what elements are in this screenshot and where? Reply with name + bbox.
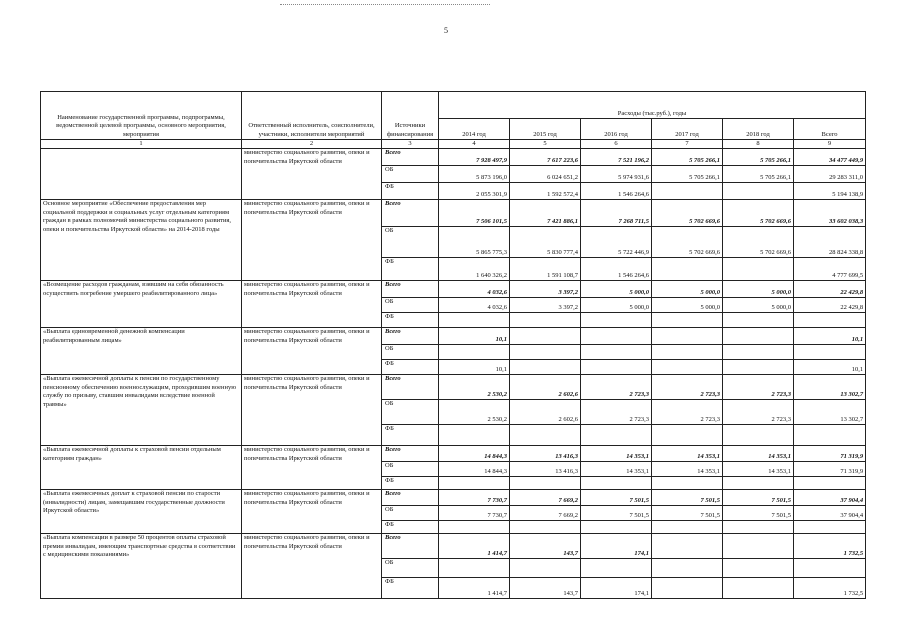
year-value: 13 416,3	[510, 446, 581, 462]
year-value	[723, 578, 794, 599]
year-value: 1 591 108,7	[510, 258, 581, 281]
total-value: 10,1	[794, 328, 866, 345]
year-value: 2 723,3	[652, 375, 723, 400]
year-value	[652, 425, 723, 446]
year-value: 4 032,6	[439, 281, 510, 298]
header-year: 2017 год	[652, 119, 723, 140]
year-value	[652, 534, 723, 559]
year-value: 1 640 326,2	[439, 258, 510, 281]
year-value: 7 506 101,5	[439, 200, 510, 227]
table-row	[41, 200, 866, 227]
year-value: 2 530,2	[439, 375, 510, 400]
total-value: 37 904,4	[794, 506, 866, 521]
header-row	[41, 92, 866, 119]
year-value: 7 928 497,9	[439, 149, 510, 166]
column-number: 9	[794, 140, 866, 149]
year-value: 7 421 886,1	[510, 200, 581, 227]
year-value	[723, 477, 794, 490]
year-value	[581, 313, 652, 328]
year-value: 14 844,3	[439, 446, 510, 462]
year-value: 174,1	[581, 578, 652, 599]
year-value: 14 353,1	[723, 462, 794, 477]
total-value: 22 429,8	[794, 298, 866, 313]
year-value: 7 617 223,6	[510, 149, 581, 166]
year-value: 5 702 669,6	[652, 200, 723, 227]
funding-source: Всего	[382, 281, 439, 298]
top-edge-line	[280, 4, 490, 5]
year-value: 5 000,0	[652, 298, 723, 313]
year-value: 2 530,2	[439, 400, 510, 425]
year-value	[723, 183, 794, 200]
executor: министерство социального развития, опеки и попечительства Иркутской области	[242, 375, 382, 446]
year-value: 5 705 266,1	[723, 166, 794, 183]
column-number: 6	[581, 140, 652, 149]
funding-source: ФБ	[382, 360, 439, 375]
year-value: 1 546 264,6	[581, 258, 652, 281]
year-value	[439, 477, 510, 490]
year-value: 14 353,1	[581, 462, 652, 477]
total-value: 34 477 449,9	[794, 149, 866, 166]
year-value	[723, 425, 794, 446]
column-number: 3	[382, 140, 439, 149]
funding-source: ФБ	[382, 183, 439, 200]
year-value	[723, 258, 794, 281]
year-value	[723, 559, 794, 578]
year-value: 7 730,7	[439, 490, 510, 506]
year-value: 5 702 669,6	[723, 200, 794, 227]
year-value: 5 702 669,6	[652, 227, 723, 258]
year-value: 5 705 266,1	[723, 149, 794, 166]
funding-source: ФБ	[382, 258, 439, 281]
year-value: 143,7	[510, 534, 581, 559]
year-value: 5 000,0	[581, 281, 652, 298]
year-value	[652, 477, 723, 490]
year-value: 7 268 711,5	[581, 200, 652, 227]
funding-source: ФБ	[382, 477, 439, 490]
year-value	[723, 534, 794, 559]
total-value	[794, 425, 866, 446]
measure-name: «Выплата компенсации в размере 50 процентов оплаты страховой премии инвалидам, имеющим транспортные средства в соответствии с медицинскими показаниями»	[41, 534, 242, 599]
year-value	[652, 559, 723, 578]
year-value	[581, 425, 652, 446]
year-value: 7 501,5	[652, 490, 723, 506]
year-value: 5 873 196,0	[439, 166, 510, 183]
measure-name: «Выплата ежемесячных доплат к страховой пенсии по старости (инвалидности) лицам, замещавшим государственные должности Иркутской области»	[41, 490, 242, 534]
year-value: 13 416,3	[510, 462, 581, 477]
column-number: 2	[242, 140, 382, 149]
funding-source: Всего	[382, 490, 439, 506]
funding-source: ОБ	[382, 559, 439, 578]
executor: министерство социального развития, опеки и попечительства Иркутской области	[242, 200, 382, 281]
header-year: 2015 год	[510, 119, 581, 140]
funding-source: ОБ	[382, 345, 439, 360]
total-value: 5 194 138,9	[794, 183, 866, 200]
year-value	[581, 521, 652, 534]
year-value	[581, 477, 652, 490]
year-value: 2 723,3	[581, 375, 652, 400]
budget-table	[40, 91, 866, 599]
year-value: 14 353,1	[581, 446, 652, 462]
year-value	[652, 521, 723, 534]
year-value	[510, 425, 581, 446]
year-value: 10,1	[439, 360, 510, 375]
executor: министерство социального развития, опеки и попечительства Иркутской области	[242, 281, 382, 328]
year-value	[723, 313, 794, 328]
funding-source: ОБ	[382, 166, 439, 183]
year-value	[581, 360, 652, 375]
year-value	[723, 345, 794, 360]
funding-source: Всего	[382, 534, 439, 559]
executor: министерство социального развития, опеки и попечительства Иркутской области	[242, 490, 382, 534]
column-number: 5	[510, 140, 581, 149]
table-row	[41, 534, 866, 559]
header-year: 2016 год	[581, 119, 652, 140]
year-value	[439, 345, 510, 360]
measure-name: «Выплата ежемесячной доплаты к страховой пенсии отдельным категориям граждан»	[41, 446, 242, 490]
year-value: 5 000,0	[723, 281, 794, 298]
year-value	[581, 345, 652, 360]
funding-source: ОБ	[382, 506, 439, 521]
total-value	[794, 521, 866, 534]
year-value	[439, 521, 510, 534]
executor: министерство социального развития, опеки и попечительства Иркутской области	[242, 149, 382, 200]
table-row	[41, 375, 866, 400]
year-value	[652, 360, 723, 375]
header-year: 2018 год	[723, 119, 794, 140]
year-value: 5 865 775,3	[439, 227, 510, 258]
year-value: 4 032,6	[439, 298, 510, 313]
header-name: Наименование государственной программы, подпрограммы, ведомственной целевой программы, основного мероприятия, мероприятия	[41, 92, 242, 140]
year-value	[652, 345, 723, 360]
header-source: Источники финансирования	[382, 92, 439, 140]
total-value	[794, 559, 866, 578]
year-value: 6 024 651,2	[510, 166, 581, 183]
total-value: 10,1	[794, 360, 866, 375]
funding-source: Всего	[382, 200, 439, 227]
year-value	[439, 313, 510, 328]
year-value: 1 592 572,4	[510, 183, 581, 200]
funding-source: ФБ	[382, 425, 439, 446]
funding-source: Всего	[382, 328, 439, 345]
year-value: 7 501,5	[723, 506, 794, 521]
year-value	[439, 425, 510, 446]
year-value: 2 602,6	[510, 375, 581, 400]
funding-source: ФБ	[382, 313, 439, 328]
measure-name: Основное мероприятие «Обеспечение предоставления мер социальной поддержки и социальных услуг отдельным категориям граждан в рамках полномочий министерства социального развития, опеки и попечительства Иркутской области» на 2014-2018 годы	[41, 200, 242, 281]
table-row	[41, 281, 866, 298]
year-value: 2 723,3	[723, 375, 794, 400]
year-value: 2 723,3	[581, 400, 652, 425]
year-value: 10,1	[439, 328, 510, 345]
year-value: 5 000,0	[723, 298, 794, 313]
year-value: 14 353,1	[652, 462, 723, 477]
year-value	[652, 578, 723, 599]
year-value: 1 546 264,6	[581, 183, 652, 200]
measure-name: «Возмещение расходов гражданам, взявшим на себя обязанность осуществить погребение умершего реабилитированного лица»	[41, 281, 242, 328]
year-value	[510, 360, 581, 375]
year-value: 1 414,7	[439, 578, 510, 599]
column-number: 4	[439, 140, 510, 149]
year-value: 3 397,2	[510, 281, 581, 298]
year-value: 7 669,2	[510, 490, 581, 506]
total-value: 37 904,4	[794, 490, 866, 506]
table-row	[41, 328, 866, 345]
year-value	[510, 328, 581, 345]
column-number: 7	[652, 140, 723, 149]
year-value: 14 353,1	[652, 446, 723, 462]
header-year: 2014 год	[439, 119, 510, 140]
year-value: 7 501,5	[581, 490, 652, 506]
year-value: 5 722 446,9	[581, 227, 652, 258]
funding-source: ОБ	[382, 400, 439, 425]
year-value	[581, 559, 652, 578]
year-value: 14 353,1	[723, 446, 794, 462]
year-value: 7 521 196,2	[581, 149, 652, 166]
year-value: 5 000,0	[652, 281, 723, 298]
total-value: 33 602 038,3	[794, 200, 866, 227]
year-value	[510, 313, 581, 328]
executor: министерство социального развития, опеки и попечительства Иркутской области	[242, 534, 382, 599]
year-value: 14 844,3	[439, 462, 510, 477]
funding-source: ОБ	[382, 298, 439, 313]
total-value: 4 777 699,5	[794, 258, 866, 281]
funding-source: ОБ	[382, 227, 439, 258]
year-value: 2 723,3	[652, 400, 723, 425]
year-value	[510, 521, 581, 534]
year-value: 143,7	[510, 578, 581, 599]
total-value: 28 824 338,8	[794, 227, 866, 258]
funding-source: Всего	[382, 149, 439, 166]
year-value	[652, 183, 723, 200]
year-value: 3 397,2	[510, 298, 581, 313]
header-exec: Ответственный исполнитель, соисполнители, участники, исполнители мероприятий	[242, 92, 382, 140]
year-value	[723, 521, 794, 534]
year-value: 7 730,7	[439, 506, 510, 521]
year-value: 1 414,7	[439, 534, 510, 559]
year-value	[723, 360, 794, 375]
year-value	[439, 559, 510, 578]
total-value: 13 302,7	[794, 375, 866, 400]
funding-source: ФБ	[382, 578, 439, 599]
year-value: 5 702 669,6	[723, 227, 794, 258]
year-value: 7 501,5	[652, 506, 723, 521]
year-value: 7 669,2	[510, 506, 581, 521]
table-row	[41, 149, 866, 166]
measure-name	[41, 149, 242, 200]
year-value	[652, 313, 723, 328]
year-value: 5 000,0	[581, 298, 652, 313]
year-value: 7 501,5	[723, 490, 794, 506]
year-value: 2 602,6	[510, 400, 581, 425]
total-value: 71 319,9	[794, 462, 866, 477]
funding-source: Всего	[382, 375, 439, 400]
total-value	[794, 313, 866, 328]
year-value	[652, 328, 723, 345]
header-year-total: Всего	[794, 119, 866, 140]
total-value: 71 319,9	[794, 446, 866, 462]
year-value: 5 830 777,4	[510, 227, 581, 258]
total-value	[794, 477, 866, 490]
year-value	[723, 328, 794, 345]
executor: министерство социального развития, опеки и попечительства Иркутской области	[242, 328, 382, 375]
funding-source: Всего	[382, 446, 439, 462]
measure-name: «Выплата ежемесячной доплаты к пенсии по государственному пенсионному обеспечению военнослужащим, проходившим военную службу по призыву, ставшим инвалидами вследствие военной травмы»	[41, 375, 242, 446]
year-value: 2 723,3	[723, 400, 794, 425]
funding-source: ОБ	[382, 462, 439, 477]
header-expenses: Расходы (тыс.руб.), годы	[439, 92, 866, 119]
total-value: 29 283 311,0	[794, 166, 866, 183]
total-value: 1 732,5	[794, 578, 866, 599]
year-value: 5 705 266,1	[652, 149, 723, 166]
column-number-row	[41, 140, 866, 149]
measure-name: «Выплата единовременной денежной компенсации реабилитированным лицам»	[41, 328, 242, 375]
total-value: 22 429,8	[794, 281, 866, 298]
funding-source: ФБ	[382, 521, 439, 534]
column-number: 1	[41, 140, 242, 149]
year-value: 7 501,5	[581, 506, 652, 521]
year-value: 2 055 301,9	[439, 183, 510, 200]
year-value	[510, 477, 581, 490]
page-number: 5	[444, 26, 448, 35]
year-value	[581, 328, 652, 345]
total-value	[794, 345, 866, 360]
year-value: 5 705 266,1	[652, 166, 723, 183]
table-row	[41, 446, 866, 462]
year-value	[652, 258, 723, 281]
year-value	[510, 559, 581, 578]
column-number: 8	[723, 140, 794, 149]
year-value: 174,1	[581, 534, 652, 559]
year-value: 5 974 931,6	[581, 166, 652, 183]
year-value	[510, 345, 581, 360]
executor: министерство социального развития, опеки и попечительства Иркутской области	[242, 446, 382, 490]
total-value: 13 302,7	[794, 400, 866, 425]
total-value: 1 732,5	[794, 534, 866, 559]
table-row	[41, 490, 866, 506]
